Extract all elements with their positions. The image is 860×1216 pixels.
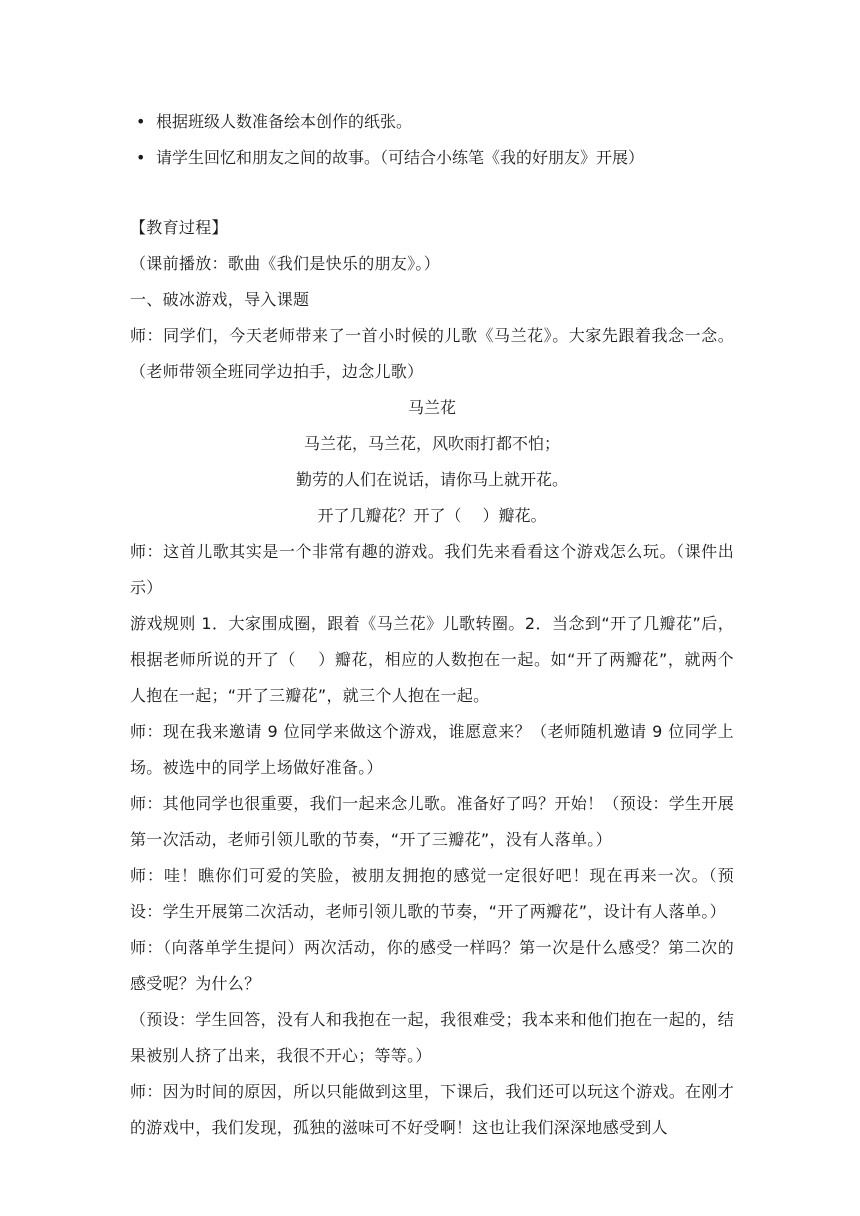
poem-line: 开了几瓣花？开了（ ）瓣花。 (317, 506, 547, 525)
paragraph: 师：因为时间的原因，所以只能做到这里，下课后，我们还可以玩这个游戏。在刚才的游戏中，我们发现，孤独的滋味可不好受啊！这也让我们深深地感受到人 (130, 1082, 734, 1137)
material-item (130, 140, 734, 176)
paragraph: 师：这首儿歌其实是一个非常有趣的游戏。我们先来看看这个游戏怎么玩。（课件出示） (130, 542, 734, 597)
paragraph: 游戏规则 1．大家围成圈，跟着《马兰花》儿歌转圈。2．当念到“开了几瓣花”后，根据老师所说的开了（ ）瓣花，相应的人数抱在一起。如“开了两瓣花”，就两个人抱在一起；“开了三瓣花”，就三个人抱在一起。 (130, 614, 734, 705)
paragraph: （预设：学生回答，没有人和我抱在一起，我很难受；我本来和他们抱在一起的，结果被别人挤了出来，我很不开心；等等。） (130, 1010, 734, 1065)
material-item (130, 104, 734, 140)
paragraph: 师：现在我来邀请 9 位同学来做这个游戏，谁愿意来？（老师随机邀请 9 位同学上场。被选中的同学上场做好准备。） (130, 722, 734, 777)
pre-class-note: （课前播放：歌曲《我们是快乐的朋友》。） (130, 254, 441, 273)
part-one-title: 一、破冰游戏，导入课题 (130, 290, 310, 309)
paragraph: 师：（向落单学生提问）两次活动，你的感受一样吗？第一次是什么感受？第二次的感受呢？为什么？ (130, 938, 734, 993)
spacer (130, 176, 734, 210)
poem-line: 勤劳的人们在说话，请你马上就开花。 (295, 470, 568, 489)
paragraph: 师：同学们，今天老师带来了一首小时候的儿歌《马兰花》。大家先跟着我念一念。（老师带领全班同学边拍手，边念儿歌） (130, 326, 734, 381)
bullet-icon: • (136, 112, 146, 131)
material-text: 根据班级人数准备绘本创作的纸张。 (156, 112, 413, 131)
section-heading: 【教育过程】 (130, 218, 228, 237)
document-page (130, 104, 734, 1146)
bullet-icon: • (136, 148, 146, 167)
paragraph: 师：哇！瞧你们可爱的笑脸，被朋友拥抱的感觉一定很好吧！现在再来一次。（预设：学生开展第二次活动，老师引领儿歌的节奏，“开了两瓣花”，设计有人落单。） (130, 866, 734, 921)
poem-title: 马兰花 (407, 398, 456, 417)
material-text: 请学生回忆和朋友之间的故事。（可结合小练笔《我的好朋友》开展） (156, 148, 645, 167)
paragraph: 师：其他同学也很重要，我们一起来念儿歌。准备好了吗？开始！（预设：学生开展第一次活动，老师引领儿歌的节奏，“开了三瓣花”，没有人落单。） (130, 794, 734, 849)
poem-line: 马兰花，马兰花，风吹雨打都不怕； (303, 434, 560, 453)
